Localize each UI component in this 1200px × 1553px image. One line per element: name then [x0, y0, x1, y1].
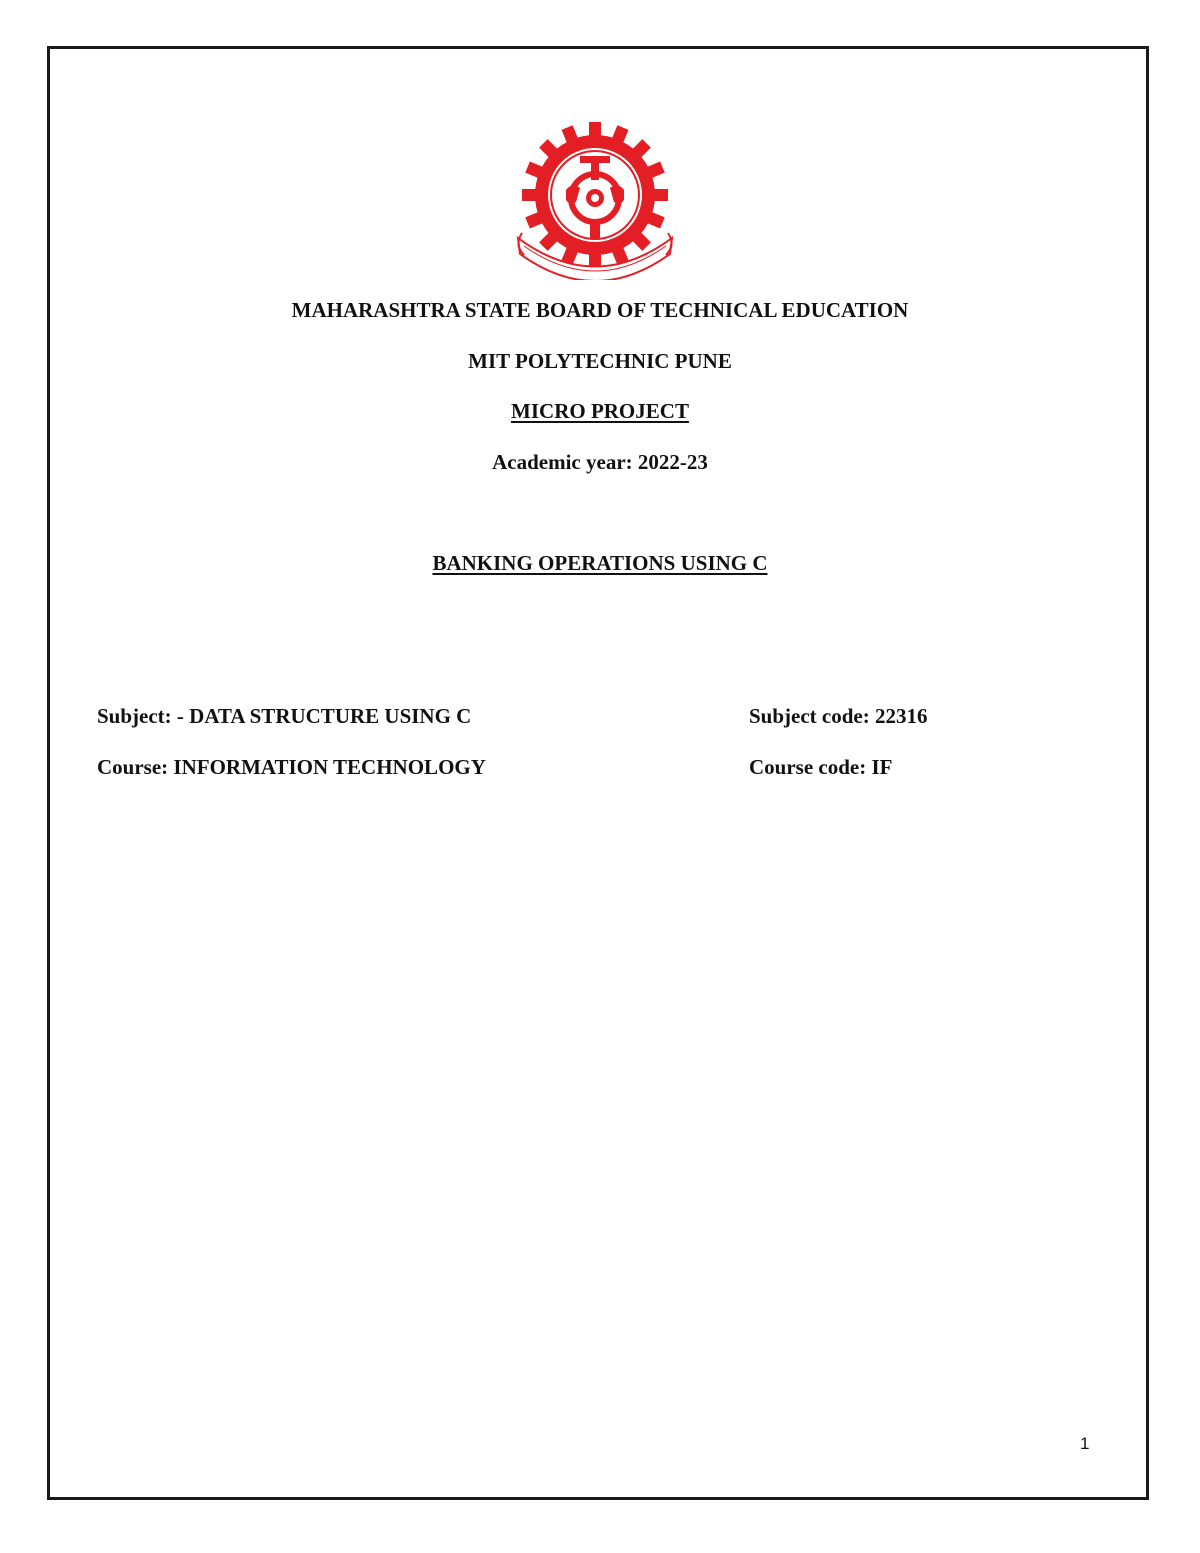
subject-code: Subject code: 22316 — [749, 704, 928, 728]
project-title-text: BANKING OPERATIONS USING C — [432, 551, 768, 575]
gear-emblem-icon — [522, 122, 668, 268]
course-label: Course: INFORMATION TECHNOLOGY — [97, 755, 486, 779]
page-number: 1 — [1080, 1434, 1090, 1453]
subject-label: Subject: - DATA STRUCTURE USING C — [97, 704, 472, 728]
institute-name: MIT POLYTECHNIC PUNE — [468, 349, 732, 373]
board-title: MAHARASHTRA STATE BOARD OF TECHNICAL EDUCATION — [291, 298, 909, 322]
document-type-text: MICRO PROJECT — [511, 399, 689, 423]
course-code: Course code: IF — [749, 755, 893, 779]
document-type — [0, 398, 1200, 424]
project-title — [0, 550, 1200, 576]
institute-emblem-logo — [510, 120, 680, 280]
academic-year: Academic year: 2022-23 — [492, 450, 708, 474]
